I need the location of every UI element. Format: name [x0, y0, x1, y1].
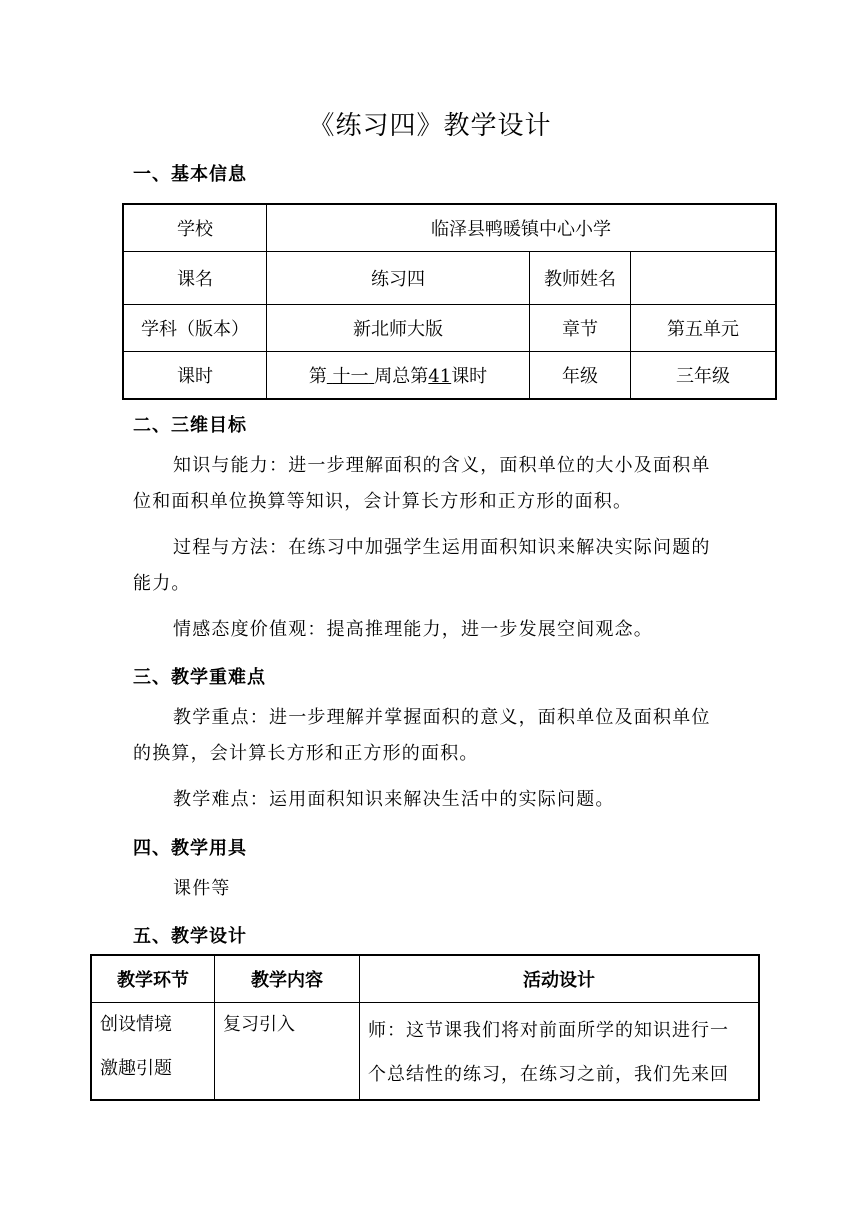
keypoint-focus-line1: 教学重点：进一步理解并掌握面积的意义，面积单位及面积单位 [173, 707, 711, 728]
design-header-activity: 活动设计 [360, 955, 760, 1003]
section-heading-design: 五、教学设计 [133, 926, 247, 947]
goal-emotion: 情感态度价值观：提高推理能力，进一步发展空间观念。 [173, 619, 653, 640]
section-heading-keypoints: 三、教学重难点 [133, 667, 266, 688]
period-week: 十一 [332, 366, 369, 387]
keypoint-focus-line2: 的换算，会计算长方形和正方形的面积。 [133, 743, 479, 764]
goal-knowledge-line2: 位和面积单位换算等知识，会计算长方形和正方形的面积。 [133, 491, 633, 512]
design-activity-line1: 师：这节课我们将对前面所学的知识进行一 [368, 1020, 729, 1041]
design-header-stage: 教学环节 [91, 955, 215, 1003]
design-activity-line2: 个总结性的练习，在练习之前，我们先来回 [368, 1064, 729, 1085]
chapter-label: 章节 [530, 305, 631, 352]
design-stage-line2: 激趣引题 [100, 1058, 172, 1079]
design-content-cell [215, 1003, 360, 1101]
course-value: 练习四 [267, 252, 530, 305]
school-label: 学校 [123, 204, 267, 252]
period-num: 41 [428, 366, 452, 387]
grade-value: 三年级 [631, 352, 777, 400]
teaching-design-table [90, 954, 760, 1101]
section-heading-goals: 二、三维目标 [133, 415, 247, 436]
section-heading-basic-info: 一、基本信息 [133, 164, 247, 185]
subject-label: 学科（版本） [123, 305, 267, 352]
course-label: 课名 [123, 252, 267, 305]
period-post: 课时 [451, 366, 488, 387]
page-title: 《练习四》教学设计 [308, 111, 552, 141]
tools-text: 课件等 [173, 878, 231, 899]
design-content: 复习引入 [223, 1014, 295, 1035]
design-header-content: 教学内容 [215, 955, 360, 1003]
subject-value: 新北师大版 [267, 305, 530, 352]
design-stage-line1: 创设情境 [100, 1014, 172, 1035]
period-value [267, 352, 530, 400]
goal-process-line2: 能力。 [133, 573, 191, 594]
goal-knowledge-line1: 知识与能力：进一步理解面积的含义，面积单位的大小及面积单 [173, 455, 711, 476]
grade-label: 年级 [530, 352, 631, 400]
period-mid: 周总第 [374, 366, 429, 387]
teacher-label: 教师姓名 [530, 252, 631, 305]
goal-process-line1: 过程与方法：在练习中加强学生运用面积知识来解决实际问题的 [173, 537, 711, 558]
period-pre: 第 [308, 366, 327, 387]
period-label: 课时 [123, 352, 267, 400]
teacher-value [631, 252, 777, 305]
chapter-value: 第五单元 [631, 305, 777, 352]
keypoint-difficulty: 教学难点：运用面积知识来解决生活中的实际问题。 [173, 789, 615, 810]
basic-info-table [122, 203, 777, 400]
design-activity-cell [360, 1003, 760, 1101]
design-stage-cell [91, 1003, 215, 1101]
section-heading-tools: 四、教学用具 [133, 838, 247, 859]
school-value: 临泽县鸭暖镇中心小学 [267, 204, 777, 252]
